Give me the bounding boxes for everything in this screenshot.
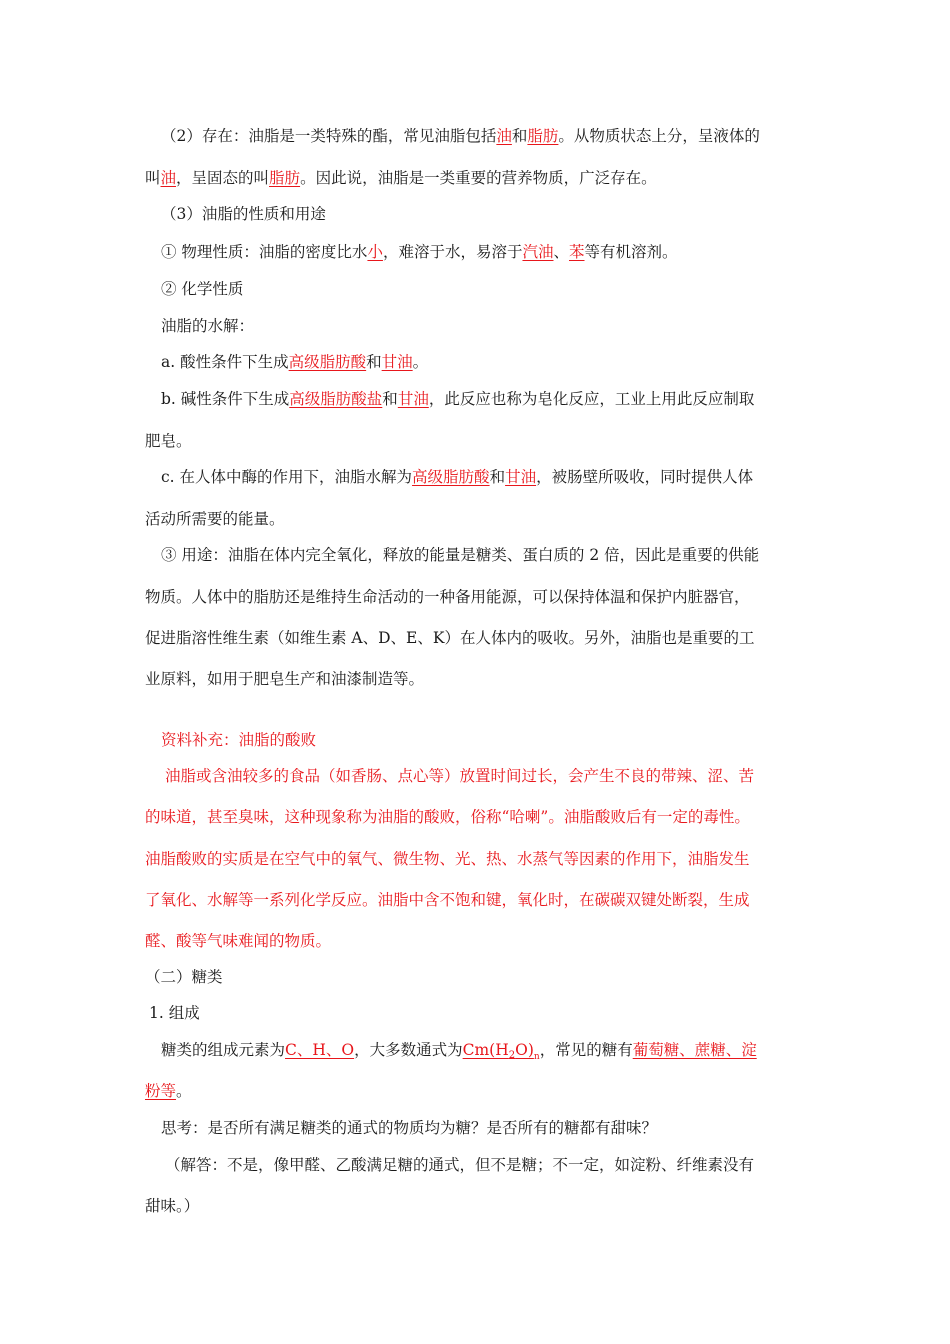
hydrolysis-c-line-1 [161, 467, 753, 487]
answer-blank: 高级脂肪酸 [412, 468, 490, 486]
supplement-title: 资料补充：油脂的酸败 [161, 731, 317, 749]
heading-sugars: （二）糖类 [145, 968, 223, 986]
text: 。 [412, 353, 429, 371]
text: ，被肠壁所吸收，同时提供人体 [536, 468, 754, 486]
answer-blank: 高级脂肪酸 [288, 353, 367, 371]
answer-blank: 油 [160, 169, 177, 187]
existence-line-2 [145, 168, 657, 188]
heading-properties: （3）油脂的性质和用途 [161, 205, 326, 223]
text: ，难溶于水，易溶于 [382, 243, 523, 261]
answer-blank: 葡萄糖、蔗糖、淀 [632, 1041, 757, 1059]
heading-composition: 1. 组成 [149, 1004, 200, 1022]
text: （2）存在：油脂是一类特殊的酯，常见油脂包括 [161, 127, 497, 145]
supplement-line-5: 醛、酸等气味难闻的物质。 [145, 932, 332, 950]
existence-line-1 [161, 126, 760, 146]
answer-blank: 小 [367, 243, 383, 261]
answer-blank: 甘油 [381, 353, 413, 371]
text: 。从物质状态上分，呈液体的 [558, 127, 760, 145]
text: b. 碱性条件下生成 [161, 390, 290, 408]
hydrolysis-b-line-1 [161, 389, 754, 409]
text: ① 物理性质：油脂的密度比水 [161, 243, 368, 261]
answer-blank: 甘油 [397, 390, 429, 408]
supplement-line-2: 的味道，甚至臭味，这种现象称为油脂的酸败，俗称“哈喇”。油脂酸败后有一定的毒性。 [145, 808, 750, 826]
text: 和 [382, 390, 398, 408]
answer-blank: 高级脂肪酸盐 [289, 390, 383, 408]
text: c. 在人体中酶的作用下，油脂水解为 [161, 468, 413, 486]
text: ，此反应也称为皂化反应，工业上用此反应制取 [428, 390, 755, 408]
text: 等有机溶剂。 [584, 243, 678, 261]
general-formula: $Cm(H_2O)_n$ [462, 1041, 540, 1062]
physical-properties-line [161, 242, 678, 262]
answer-blank: 脂肪 [527, 127, 559, 145]
supplement-line-1: 油脂或含油较多的食品（如香肠、点心等）放置时间过长，会产生不良的带辣、涩、苦 [165, 767, 755, 785]
supplement-line-3: 油脂酸败的实质是在空气中的氧气、微生物、光、热、水蒸气等因素的作用下，油脂发生 [145, 850, 750, 868]
text: 。因此说，油脂是一类重要的营养物质，广泛存在。 [300, 169, 657, 187]
text: 和 [489, 468, 506, 486]
supplement-line-4: 了氧化、水解等一系列化学反应。油脂中含不饱和键，氧化时，在碳碳双键处断裂，生成 [145, 891, 750, 909]
answer-blank: 苯 [569, 243, 585, 261]
answer-line-1: （解答：不是，像甲醛、乙酸满足糖的通式，但不是糖；不一定，如淀粉、纤维素没有 [165, 1156, 755, 1174]
text: 、 [553, 243, 569, 261]
think-question: 思考：是否所有满足糖类的通式的物质均为糖？是否所有的糖都有甜味？ [161, 1119, 658, 1137]
heading-hydrolysis: 油脂的水解： [161, 317, 255, 335]
text: a. 酸性条件下生成 [161, 353, 289, 371]
hydrolysis-b-line-2: 肥皂。 [145, 432, 192, 450]
text: ，大多数通式为 [354, 1041, 463, 1059]
text: 叫 [145, 169, 161, 187]
heading-chemical: ② 化学性质 [161, 280, 244, 298]
text: 糖类的组成元素为 [161, 1041, 286, 1059]
hydrolysis-c-line-2: 活动所需要的能量。 [145, 510, 285, 528]
uses-line-2: 物质。人体中的脂肪还是维持生命活动的一种备用能源，可以保持体温和保护内脏器官， [145, 588, 750, 606]
text: 和 [366, 353, 382, 371]
uses-line-3: 促进脂溶性维生素（如维生素 A、D、E、K）在人体内的吸收。另外，油脂也是重要的工 [145, 629, 755, 647]
answer-blank: 脂肪 [269, 169, 301, 187]
answer-line-2: 甜味。） [145, 1197, 200, 1215]
text: 和 [511, 127, 528, 145]
answer-blank: 粉等 [145, 1082, 177, 1100]
answer-blank: 甘油 [505, 468, 537, 486]
uses-line-4: 业原料，如用于肥皂生产和油漆制造等。 [145, 670, 425, 688]
text: ，呈固态的叫 [176, 169, 270, 187]
answer-blank: 汽油 [522, 243, 554, 261]
answer-blank: C、H、O [285, 1041, 355, 1059]
text: ，常见的糖有 [539, 1041, 633, 1059]
sugar-composition-line-2 [145, 1081, 192, 1101]
text: 。 [176, 1082, 192, 1100]
answer-blank: 油 [496, 127, 512, 145]
hydrolysis-a-line [161, 352, 428, 372]
sugar-composition-line-1 [161, 1040, 757, 1067]
uses-line-1: ③ 用途：油脂在体内完全氧化，释放的能量是糖类、蛋白质的 2 倍，因此是重要的供能 [161, 546, 760, 564]
